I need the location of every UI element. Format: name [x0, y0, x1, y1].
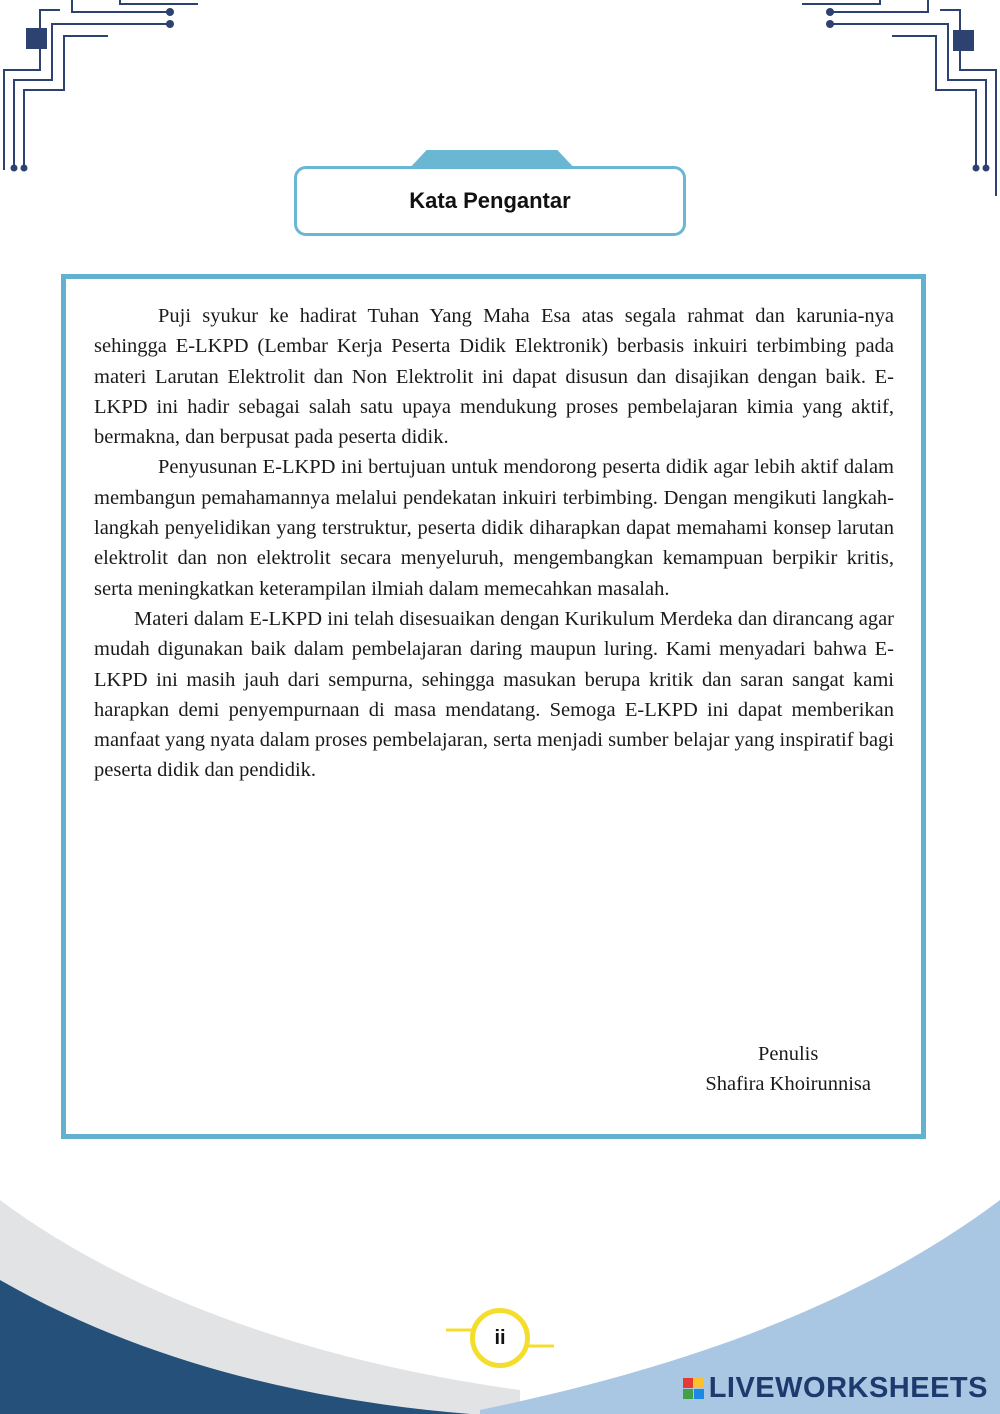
content-box [61, 274, 926, 1139]
liveworksheets-watermark [683, 1372, 988, 1405]
paragraph-1: Puji syukur ke hadirat Tuhan Yang Maha Esa atas segala rahmat dan karunia-nya sehingga E-LKPD (Lembar Kerja Peserta Didik Elektronik) berbasis inkuiri terbimbing pada materi Larutan Elektrolit dan Non Elektrolit ini dapat disusun dan disajikan dengan baik. E-LKPD ini hadir sebagai salah satu upaya mendukung proses pembelajaran kimia yang aktif, bermakna, dan berpusat pada peserta didik. [94, 305, 894, 449]
circuit-decoration-top-left [0, 0, 210, 200]
signature-name: Shafira Khoirunnisa [705, 1073, 871, 1096]
title-banner [294, 150, 692, 240]
signature-role: Penulis [757, 1043, 819, 1065]
body-text [94, 301, 894, 786]
circuit-decoration-top-right [790, 0, 1000, 200]
paragraph-2: Penyusunan E-LKPD ini bertujuan untuk mendorong peserta didik agar lebih aktif dalam membangun pemahamannya melalui pendekatan inkuiri terbimbing. Dengan mengikuti langkah-langkah penyelidikan yang terstruktur, peserta didik diharapkan dapat memahami konsep larutan elektrolit dan non elektrolit secara menyeluruh, mengembangkan kemampuan berpikir kritis, serta meningkatkan keterampilan ilmiah dalam memecahkan masalah. [94, 456, 894, 600]
page-number-circle [470, 1308, 530, 1368]
title-box [294, 166, 686, 236]
paragraph-3: Materi dalam E-LKPD ini telah disesuaikan dengan Kurikulum Merdeka dan dirancang agar mudah digunakan baik dalam pembelajaran daring maupun luring. Kami menyadari bahwa E-LKPD ini masih jauh dari sempurna, sehingga masukan berupa kritik dan saran sangat kami harapkan demi penyempurnaan di masa mendatang. Semoga E-LKPD ini dapat memberikan manfaat yang nyata dalam proses pembelajaran, serta menjadi sumber belajar yang inspiratif bagi peserta didik dan pendidik. [94, 607, 894, 782]
page-number: ii [494, 1326, 506, 1349]
page-title: Kata Pengantar [409, 188, 571, 213]
watermark-text: LIVEWORKSHEETS [708, 1372, 988, 1404]
liveworksheets-logo-icon [683, 1378, 705, 1400]
signature-block [705, 1039, 871, 1100]
